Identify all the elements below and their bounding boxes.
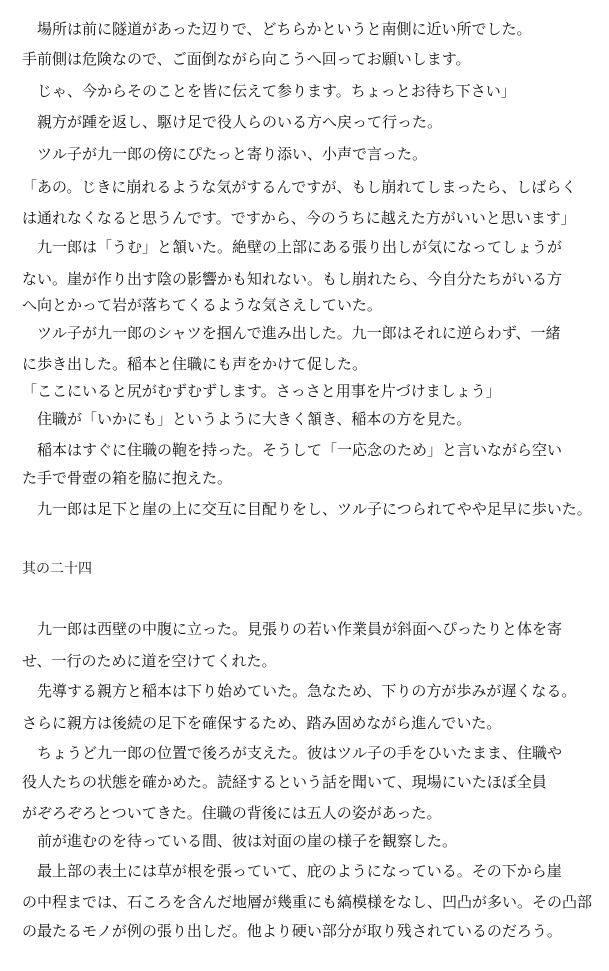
paragraphs_bottom-line: 九一郎は西壁の中腹に立った。見張りの若い作業員が斜面へぴったりと体を寄 [22, 620, 563, 638]
paragraphs_bottom-line: 最上部の表土には草が根を張っていて、庇のようになっている。その下から崖 [22, 862, 562, 880]
paragraphs_top-line: 場所は前に隧道があった辺りで、どちらかというと南側に近い所でした。 [22, 20, 532, 38]
paragraphs_top-line: 「あの。じきに崩れるような気がするんですが、もし崩れてしまったら、しばらく [22, 178, 577, 196]
paragraphs_top-line: 親方が踵を返し、駆け足で役人らのいる方へ戻って行った。 [22, 113, 443, 131]
paragraphs_top-line: 九一郎は「うむ」と頷いた。絶壁の上部にある張り出しが気になってしょうが [22, 238, 563, 256]
paragraphs_top-line: ない。崖が作り出す陰の影響かも知れない。もし崩れたら、今自分たちがいる方 [22, 270, 563, 288]
paragraphs_bottom-line: 役人たちの状態を確かめた。読経するという話を聞いて、現場にいたほぼ全員 [22, 773, 547, 791]
paragraphs_top-line: は通れなくなると思うんです。ですから、今のうちに越えた方がいいと思います」 [22, 209, 576, 227]
paragraphs_top-line: へ向とかって岩が落ちてくるような気さえしていた。 [22, 296, 382, 314]
paragraphs_top-line: に歩き出した。稲本と住職にも声をかけて促した。 [22, 355, 368, 373]
paragraphs_top-line: ツル子が九一郎の傍にぴたっと寄り添い、小声で言った。 [22, 145, 428, 163]
paragraphs_top-line: 「ここにいると尻がむずむずします。さっさと用事を片づけましょう」 [22, 382, 501, 400]
paragraphs_bottom-line: 前が進むのを待っている間、彼は対面の崖の様子を観察した。 [22, 832, 458, 850]
paragraphs_bottom-line: さらに親方は後続の足下を確保するため、踏み固めながら進んでいた。 [22, 714, 502, 732]
paragraphs_bottom-line: 先導する親方と稲本は下り始めていた。急なため、下りの方が歩みが遅くなる。 [22, 682, 577, 700]
paragraphs_bottom-line: せ、一行のために道を空けてくれた。 [22, 652, 277, 670]
paragraphs_top-line: 手前側は危険なので、ご面倒ながら向こうへ回ってお願いします。 [22, 50, 471, 68]
section-heading: 其の二十四 [22, 561, 92, 577]
paragraphs_bottom-line: の最たるモノが例の張り出しだ。他より硬い部分が取り残されているのだろう。 [22, 922, 562, 940]
paragraphs_bottom-line: ちょうど九一郎の位置で後ろが支えた。彼はツル子の手をひいたまま、住職や [22, 744, 563, 762]
paragraphs_top-line: じゃ、今からそのことを皆に伝えて参ります。ちょっとお待ち下さい」 [22, 82, 516, 100]
paragraphs_top-line: 九一郎は足下と崖の上に交互に目配りをし、ツル子につられてやや足早に歩いた。 [22, 500, 592, 518]
paragraphs_top-line: た手で骨壺の箱を脇に抱えた。 [22, 469, 233, 487]
paragraphs_top-line: 稲本はすぐに住職の鞄を持った。そうして「一応念のため」と言いながら空い [22, 441, 563, 459]
paragraphs_bottom-line: の中程までは、石ころを含んだ地層が幾重にも縞模様をなし、凹凸が多い。その凸部 [22, 893, 593, 911]
paragraphs_top-line: 住職が「いかにも」というように大きく頷き、稲本の方を見た。 [22, 410, 472, 428]
paragraphs_top-line: ツル子が九一郎のシャツを掴んで進み出した。九一郎はそれに逆らわず、一緒 [22, 324, 561, 342]
paragraphs_bottom-line: がぞろぞろとついてきた。住職の背後には五人の姿があった。 [22, 804, 442, 822]
